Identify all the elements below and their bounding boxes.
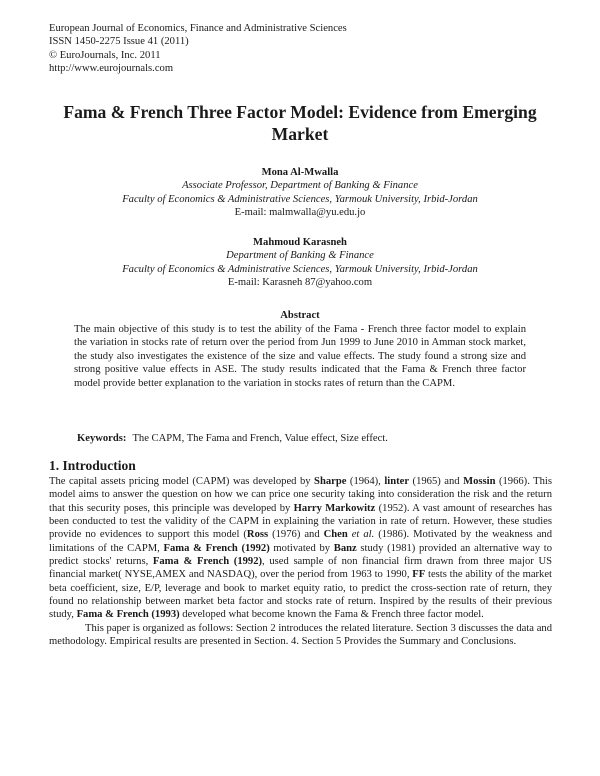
citation-bold: Harry Markowitz (293, 502, 376, 514)
citation-bold: Fama & French (1992) (152, 556, 263, 568)
text-run: motivated by (269, 542, 334, 554)
citation-italic: et al. (351, 529, 375, 541)
text-run: (1966). This model aims to answer the question on how we can price one security taking into consideration the risk and the return that this security poses, this principle was developed by (49, 476, 552, 514)
author-affiliation: Faculty of Economics & Administrative Sciences, Yarmouk University, Irbid-Jordan (122, 193, 478, 205)
text-run: tests the ability of the market beta coefficient, size, E/P, leverage and book to market equity ratio, to predict the cross-section rate of return, they found no relationship between market beta factor and stocks rate of return. Inspired by the results of their previous study, (49, 569, 552, 621)
paper-title: Fama & French Three Factor Model: Evidence from Emerging Market (63, 102, 537, 144)
citation-bold: Ross (246, 529, 269, 541)
author-position: Associate Professor, Department of Banking & Finance (182, 180, 418, 192)
text-run: developed what become known the Fama & French three factor model. (179, 609, 484, 621)
text-run: study (1981) provided an alternative way to predict stocks' returns, (49, 542, 553, 568)
author-position: Department of Banking & Finance (226, 250, 374, 262)
citation-bold: Mossin (463, 476, 496, 487)
citation-bold: Fama & French (1993) (76, 609, 180, 621)
author-affiliation: Faculty of Economics & Administrative Sciences, Yarmouk University, Irbid-Jordan (122, 263, 478, 275)
text-run: (1964), (346, 476, 385, 487)
author-name: Mahmoud Karasneh (253, 237, 347, 249)
citation-bold: Fama & French (1992) (163, 542, 270, 554)
copyright-line: © EuroJournals, Inc. 2011 (49, 49, 161, 61)
text-run: , used sample of non financial firm drawn from three major US financial market( NYSE,AMEX and NASDAQ), over the period from 1963 to 1990, (49, 556, 552, 581)
author-block-1 (40, 166, 560, 219)
authors-section (40, 166, 560, 306)
introduction-paragraph-1 (49, 475, 552, 622)
text-run: (1965) and (409, 476, 464, 487)
citation-bold: Chen (323, 529, 348, 541)
text-run: (1976) and (268, 529, 324, 541)
journal-name: European Journal of Economics, Finance and Administrative Sciences (49, 23, 347, 34)
journal-header (49, 22, 347, 75)
citation-bold: Banz (333, 542, 357, 554)
citation-bold: FF (412, 569, 426, 581)
text-run: (1952). A vast amount of researches has been conducted to test the validity of the CAPM in explaining the variation in rate of return. However, these studies provide no evidences to support this model ( (49, 502, 552, 541)
author-block-2 (40, 236, 560, 289)
introduction-paragraph-2: This paper is organized as follows: Section 2 introduces the related literature. Section 3 discusses the data and methodology. Empirical results are presented in Section. 4. Section 5 Provides the Summary and Conclusions. (49, 622, 552, 648)
issn-line: ISSN 1450-2275 Issue 41 (2011) (49, 36, 189, 48)
text-run: The capital assets pricing model (CAPM) was developed by (49, 476, 315, 487)
keywords-line (77, 433, 388, 444)
author-name: Mona Al-Mwalla (261, 167, 339, 178)
citation-bold: linter (384, 476, 410, 487)
journal-url[interactable]: http://www.eurojournals.com (49, 62, 174, 74)
keywords-label: Keywords: (77, 433, 127, 444)
citation-bold: Sharpe (314, 476, 347, 487)
author-email[interactable]: E-mail: Karasneh 87@yahoo.com (227, 277, 373, 289)
abstract-text: The main objective of this study is to test the ability of the Fama - French three factor model to explain the variation in stocks rate of return over the period from Jun 1999 to June 2010 in Amman stock market, the study also investigates the existence of the size and value effects. The study found a strong size and strong positive value effects in ASE. The study results indicated that the Fama & French three factor model provide better explanation to the variation in stocks rates of return than the CAPM. (74, 324, 526, 389)
section-heading-introduction: 1. Introduction (49, 458, 136, 473)
keywords-text: The CAPM, The Fama and French, Value effect, Size effect. (132, 433, 388, 444)
abstract-heading: Abstract (280, 310, 320, 321)
introduction-body (49, 475, 552, 648)
text-run: (1986). Motivated by the weakness and limitations of the CAPM, (49, 529, 552, 554)
author-email[interactable]: E-mail: malmwalla@yu.edu.jo (234, 206, 366, 218)
